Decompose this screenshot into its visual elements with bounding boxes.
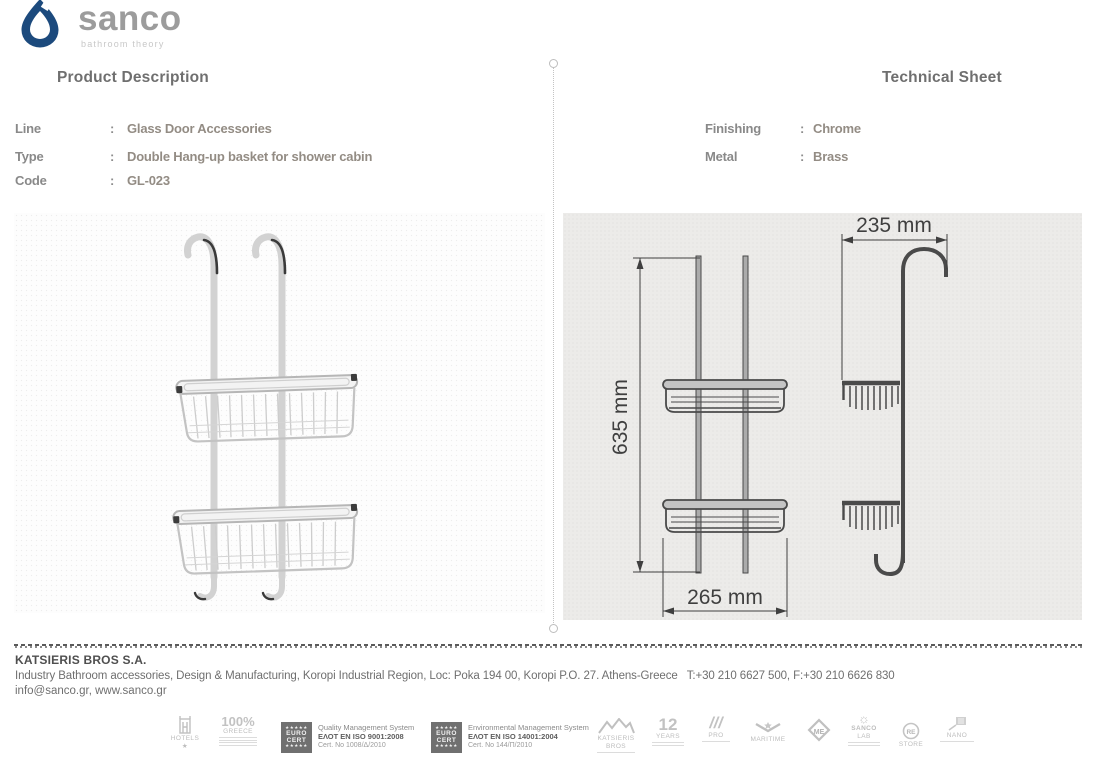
maritime-chevron-icon	[753, 722, 783, 735]
eurocert-label: EURO	[436, 729, 457, 737]
me-badge	[802, 717, 836, 744]
product-description-heading: Product Description	[57, 69, 209, 86]
field-line-colon: :	[110, 121, 115, 136]
field-line-label: Line	[15, 121, 41, 136]
years-badge-rule	[652, 745, 684, 746]
field-type-label: Type	[15, 149, 44, 164]
brand-tagline: bathroom theory	[81, 39, 165, 49]
katsieris-badge-name: KATSIERIS	[597, 735, 635, 742]
sanco-lab-rule	[848, 745, 880, 746]
sanco-lab-sub: LAB	[857, 732, 871, 740]
iso9001-cert-no: Cert. No 1008/Δ/2010	[318, 741, 386, 749]
re-circle-icon	[902, 722, 920, 740]
field-type-value: Double Hang-up basket for shower cabin	[127, 149, 373, 164]
katsieris-badge-rule	[597, 752, 635, 753]
divider-dot-bottom	[549, 624, 558, 633]
dimension-width-label: 265 mm	[687, 586, 763, 609]
eurocert-label: CERT	[436, 736, 457, 744]
field-line	[15, 121, 545, 137]
field-finishing-value: Chrome	[813, 121, 861, 136]
hotels-badge	[166, 716, 204, 751]
product-photo	[14, 213, 545, 613]
field-finishing-colon: :	[800, 121, 805, 136]
field-metal	[705, 149, 1085, 165]
technical-drawing-panel	[563, 213, 1082, 620]
katsieris-badge-sub: BROS	[605, 742, 627, 750]
hotels-badge-label: HOTELS	[170, 735, 200, 742]
re-store-label: STORE	[898, 741, 924, 748]
greece-badge-rule	[219, 742, 257, 743]
sanco-lab-rule	[848, 742, 880, 743]
diamond-icon	[806, 717, 832, 743]
field-finishing-label: Finishing	[705, 121, 761, 136]
eurocert-label: EURO	[286, 729, 307, 737]
greece-badge	[214, 715, 262, 746]
eurocert-stars: ★★★★★	[285, 724, 308, 730]
greece-badge-rule	[219, 737, 257, 738]
maritime-badge-label: MARITIME	[750, 736, 786, 743]
eurocert-iso9001-badge	[281, 722, 312, 753]
katsieris-badge	[592, 718, 640, 753]
field-code	[15, 173, 545, 189]
dimension-height-label: 635 mm	[609, 379, 632, 455]
field-metal-value: Brass	[813, 149, 849, 164]
field-line-value: Glass Door Accessories	[127, 121, 272, 136]
nano-badge-rule	[940, 741, 974, 742]
iso9001-standard: ΕΛΟΤ EN ISO 9001:2008	[318, 732, 404, 742]
field-type-colon: :	[110, 149, 115, 164]
pro-badge-label: PRO	[708, 732, 724, 739]
sanco-lab-badge	[844, 712, 884, 746]
eurocert-iso14001-badge	[431, 722, 462, 753]
maritime-badge	[742, 722, 794, 744]
eurocert-stars: ★★★★★	[435, 724, 458, 730]
pro-badge-slashes: ///	[709, 715, 723, 732]
nano-badge	[936, 716, 978, 742]
technical-drawing	[563, 213, 1082, 620]
years-badge-rule	[652, 742, 684, 743]
re-store-badge	[892, 722, 930, 749]
pro-badge-rule	[702, 741, 731, 742]
field-metal-colon: :	[800, 149, 805, 164]
years-badge-number: 12	[658, 715, 678, 734]
nano-badge-label: NANO	[946, 732, 968, 739]
company-address: Industry Bathroom accessories, Design & Manufacturing, Koropi Industrial Region, Loc: Poka 194 00, Koropi P.O. 27. Athens-Greece T:+30 210 6627 500, F:+30 210 6626 830	[15, 670, 895, 682]
field-code-value: GL-023	[127, 173, 170, 188]
field-type	[15, 149, 545, 165]
water-drop-icon	[14, 0, 66, 53]
company-name: KATSIERIS BROS S.A.	[15, 653, 147, 667]
re-store-re: RE	[906, 729, 916, 736]
brand-logo	[14, 0, 234, 55]
greece-badge-label: GREECE	[223, 728, 253, 735]
eurocert-stars: ★★★★★	[285, 743, 308, 749]
greece-badge-rule	[219, 740, 257, 741]
iso9001-system: Quality Management System	[318, 723, 415, 732]
eurocert-iso14001-text	[468, 723, 593, 751]
hotels-badge-star: ★	[181, 742, 189, 750]
company-contacts: info@sanco.gr, www.sanco.gr	[15, 685, 167, 697]
eurocert-iso9001-text	[318, 723, 433, 751]
divider-dot-top	[549, 59, 558, 68]
field-metal-label: Metal	[705, 149, 738, 164]
footer-separator	[14, 644, 1085, 648]
dimension-depth-label: 235 mm	[856, 214, 932, 237]
iso14001-standard: ΕΛΟΤ EN ISO 14001:2004	[468, 732, 558, 742]
brand-name: sanco	[78, 0, 182, 38]
years-badge	[648, 716, 688, 746]
mountains-icon	[597, 718, 635, 734]
sanco-lab-name: SANCO	[851, 725, 877, 732]
me-badge-label: ME	[813, 729, 825, 736]
iso14001-cert-no: Cert. No 144/Π/2010	[468, 741, 533, 749]
field-finishing	[705, 121, 1085, 137]
eurocert-stars: ★★★★★	[435, 743, 458, 749]
hotel-building-icon	[177, 716, 193, 734]
field-code-label: Code	[15, 173, 47, 188]
center-divider	[553, 68, 554, 625]
technical-sheet-heading: Technical Sheet	[882, 69, 1002, 86]
greece-badge-percent: 100%	[221, 714, 255, 729]
years-badge-label: YEARS	[655, 733, 681, 740]
greece-badge-rule	[219, 745, 257, 746]
field-code-colon: :	[110, 173, 115, 188]
eurocert-label: CERT	[286, 736, 307, 744]
pro-badge	[698, 716, 734, 742]
product-photo-panel	[14, 213, 545, 613]
nano-grid-icon	[946, 716, 968, 731]
sun-icon: ☼	[858, 711, 870, 726]
iso14001-system: Environmental Management System	[468, 723, 589, 732]
